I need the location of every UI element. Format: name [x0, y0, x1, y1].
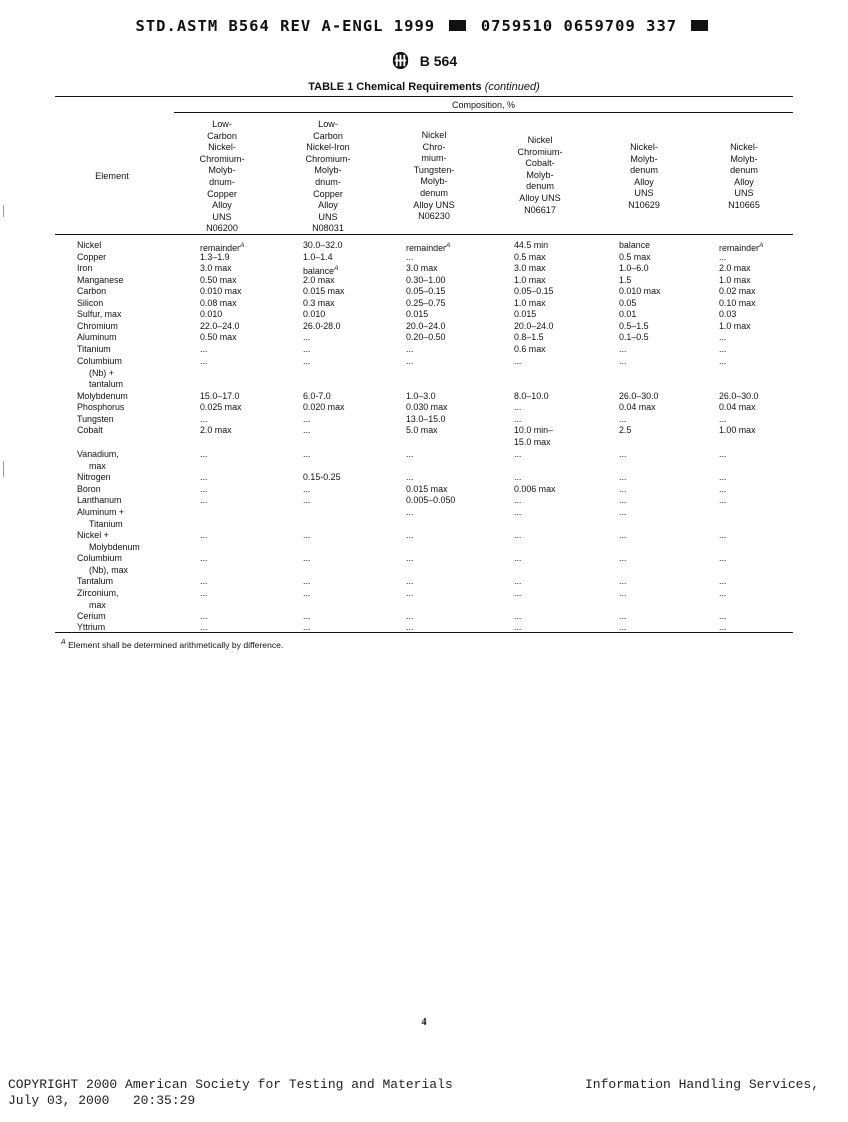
composition-value: 0.05	[619, 298, 637, 308]
composition-value: 0.08 max	[200, 298, 237, 308]
composition-value: ...	[406, 611, 414, 621]
composition-value: 5.0 max	[406, 425, 438, 435]
composition-value: ...	[619, 472, 627, 482]
element-name: Lanthanum	[77, 495, 122, 505]
composition-value: ...	[719, 449, 727, 459]
composition-value: ...	[200, 611, 208, 621]
composition-value: 6.0-7.0	[303, 391, 331, 401]
composition-value: 22.0–24.0	[200, 321, 240, 331]
composition-value: ...	[303, 576, 311, 586]
composition-value: 0.006 max	[514, 484, 556, 494]
composition-value: ...	[200, 414, 208, 424]
composition-value: ...	[200, 530, 208, 540]
composition-value: ...	[303, 495, 311, 505]
composition-value: ...	[303, 414, 311, 424]
composition-value: 0.030 max	[406, 402, 448, 412]
composition-value: 1.0 max	[514, 275, 546, 285]
composition-value: 3.0 max	[406, 263, 438, 273]
composition-value: ...	[406, 472, 414, 482]
composition-value: 0.6 max	[514, 344, 546, 354]
element-name: Columbium (Nb), max	[77, 553, 128, 575]
composition-value: 2.5	[619, 425, 632, 435]
composition-value: ...	[200, 356, 208, 366]
composition-value: ...	[514, 507, 522, 517]
element-name: Iron	[77, 263, 93, 273]
composition-value: ...	[514, 402, 522, 412]
composition-value: ...	[406, 449, 414, 459]
element-name: Aluminum	[77, 332, 117, 342]
composition-value: 0.8–1.5	[514, 332, 544, 342]
element-name: Aluminum + Titanium	[77, 507, 125, 529]
header-bottom-rule	[55, 234, 793, 235]
element-name: Cobalt	[77, 425, 103, 435]
composition-value: 0.010	[303, 309, 326, 319]
composition-value: 0.05–0.15	[406, 286, 446, 296]
composition-value: 44.5 min	[514, 240, 549, 250]
composition-value: 0.015 max	[406, 484, 448, 494]
element-name: Nickel	[77, 240, 102, 250]
composition-value: remainder$^A$	[200, 242, 245, 253]
element-name: Vanadium, max	[77, 449, 119, 471]
composition-value: 20.0–24.0	[406, 321, 446, 331]
composition-value: 0.015 max	[303, 286, 345, 296]
composition-value: 20.0–24.0	[514, 321, 554, 331]
column-header: Nickel Chro- mium- Tungsten- Molyb- denum Alloy UNS N06230	[413, 130, 455, 222]
composition-value: 2.0 max	[303, 275, 335, 285]
composition-value: 0.5 max	[514, 252, 546, 262]
composition-value: ...	[619, 344, 627, 354]
composition-value: ...	[719, 622, 727, 632]
composition-value: 26.0–30.0	[619, 391, 659, 401]
composition-value: ...	[303, 344, 311, 354]
composition-value: 0.30–1.00	[406, 275, 446, 285]
composition-value: ...	[200, 588, 208, 598]
composition-value: ...	[719, 576, 727, 586]
composition-value: ...	[406, 356, 414, 366]
composition-value: ...	[719, 588, 727, 598]
composition-value: ...	[514, 414, 522, 424]
composition-value: ...	[719, 252, 727, 262]
composition-value: 1.00 max	[719, 425, 756, 435]
composition-value: remainder$^A$	[406, 242, 451, 253]
composition-value: ...	[719, 356, 727, 366]
column-header: Nickel Chromium- Cobalt- Molyb- denum Alloy UNS N06617	[517, 135, 563, 215]
composition-value: ...	[303, 553, 311, 563]
document-header-line	[0, 17, 848, 35]
composition-header: Composition, %	[451, 100, 516, 110]
element-name: Boron	[77, 484, 101, 494]
composition-value: ...	[619, 611, 627, 621]
standard-designation-code: STD.ASTM B564 REV A-ENGL 1999	[135, 17, 436, 35]
composition-value: ...	[200, 472, 208, 482]
composition-value: ...	[719, 414, 727, 424]
composition-value: 1.0 max	[719, 321, 751, 331]
composition-value: ...	[514, 622, 522, 632]
composition-value: ...	[719, 484, 727, 494]
composition-value: ...	[719, 332, 727, 342]
composition-value: ...	[514, 576, 522, 586]
column-header: Nickel- Molyb- denum Alloy UNS N10629	[628, 142, 660, 210]
element-name: Chromium	[77, 321, 118, 331]
composition-value: 0.010	[200, 309, 223, 319]
composition-value: 0.15-0.25	[303, 472, 341, 482]
composition-value: ...	[719, 472, 727, 482]
composition-value: ...	[619, 495, 627, 505]
composition-value: ...	[303, 622, 311, 632]
element-column-header: Element	[95, 171, 129, 181]
composition-value: ...	[406, 576, 414, 586]
composition-value: ...	[406, 588, 414, 598]
composition-value: 1.0–1.4	[303, 252, 333, 262]
composition-value: ...	[619, 507, 627, 517]
element-name: Nitrogen	[77, 472, 111, 482]
composition-value: 0.01	[619, 309, 637, 319]
composition-value: 0.10 max	[719, 298, 756, 308]
composition-value: 0.02 max	[719, 286, 756, 296]
composition-value: 26.0–30.0	[719, 391, 759, 401]
composition-value: ...	[514, 356, 522, 366]
composition-value: 2.0 max	[200, 425, 232, 435]
composition-value: 0.015	[406, 309, 429, 319]
composition-value: 0.5–1.5	[619, 321, 649, 331]
composition-value: 30.0–32.0	[303, 240, 343, 250]
composition-value: ...	[303, 449, 311, 459]
element-name: Tungsten	[77, 414, 114, 424]
composition-value: 3.0 max	[200, 263, 232, 273]
composition-value: ...	[406, 507, 414, 517]
element-name: Zirconium, max	[77, 588, 119, 610]
composition-value: ...	[200, 622, 208, 632]
composition-value: ...	[619, 622, 627, 632]
element-name: Phosphorus	[77, 402, 125, 412]
composition-value: 1.5	[619, 275, 632, 285]
element-name: Nickel + Molybdenum	[77, 530, 140, 552]
composition-value: ...	[619, 553, 627, 563]
composition-value: 13.0–15.0	[406, 414, 446, 424]
composition-value: ...	[514, 495, 522, 505]
composition-value: ...	[200, 553, 208, 563]
composition-value: ...	[514, 449, 522, 459]
composition-value: ...	[303, 356, 311, 366]
composition-value: ...	[303, 611, 311, 621]
composition-value: 1.0 max	[719, 275, 751, 285]
composition-value: 0.020 max	[303, 402, 345, 412]
composition-value: ...	[200, 495, 208, 505]
black-bar-mark	[449, 20, 466, 31]
element-name: Yttrium	[77, 622, 106, 632]
composition-value: ...	[200, 576, 208, 586]
composition-value: ...	[619, 576, 627, 586]
composition-value: ...	[303, 425, 311, 435]
composition-value: 26.0-28.0	[303, 321, 341, 331]
composition-value: 3.0 max	[514, 263, 546, 273]
black-bar-mark	[691, 20, 708, 31]
composition-value: 0.04 max	[619, 402, 656, 412]
element-name: Tantalum	[77, 576, 114, 586]
composition-value: 0.04 max	[719, 402, 756, 412]
composition-value: ...	[619, 484, 627, 494]
element-name: Manganese	[77, 275, 124, 285]
composition-value: ...	[303, 530, 311, 540]
element-name: Molybdenum	[77, 391, 128, 401]
composition-value: balance$^A$	[303, 265, 339, 276]
composition-value: 0.50 max	[200, 332, 237, 342]
composition-value: ...	[514, 472, 522, 482]
table-footnote: $^A$ Element shall be determined arithmetically by difference.	[61, 639, 284, 650]
composition-value: ...	[406, 252, 414, 262]
composition-value: ...	[406, 530, 414, 540]
composition-value: ...	[200, 344, 208, 354]
barcode-number: 0759510 0659709 337	[480, 17, 678, 35]
composition-value: 0.50 max	[200, 275, 237, 285]
element-name: Columbium (Nb) + tantalum	[77, 356, 124, 389]
composition-value: ...	[200, 484, 208, 494]
composition-value: remainder$^A$	[719, 242, 764, 253]
composition-value: 1.0–6.0	[619, 263, 649, 273]
composition-value: 1.0–3.0	[406, 391, 436, 401]
scan-mark	[3, 461, 4, 477]
composition-value: ...	[719, 495, 727, 505]
composition-value: 0.5 max	[619, 252, 651, 262]
element-name: Titanium	[77, 344, 111, 354]
element-name: Sulfur, max	[77, 309, 122, 319]
composition-value: 0.3 max	[303, 298, 335, 308]
composition-value: ...	[406, 344, 414, 354]
astm-logo-icon	[391, 51, 410, 70]
table-top-rule	[55, 96, 793, 97]
composition-value: 1.0 max	[514, 298, 546, 308]
composition-value: 0.03	[719, 309, 737, 319]
element-name: Carbon	[77, 286, 107, 296]
composition-value: ...	[406, 553, 414, 563]
composition-value: 8.0–10.0	[514, 391, 549, 401]
composition-value: 0.20–0.50	[406, 332, 446, 342]
column-header: Nickel- Molyb- denum Alloy UNS N10665	[728, 142, 760, 210]
composition-value: ...	[619, 356, 627, 366]
composition-value: 1.3–1.9	[200, 252, 230, 262]
composition-value: 2.0 max	[719, 263, 751, 273]
composition-value: ...	[619, 449, 627, 459]
composition-value: ...	[514, 530, 522, 540]
element-name: Silicon	[77, 298, 104, 308]
column-header: Low- Carbon Nickel-Iron Chromium- Molyb- dnum- Copper Alloy UNS N08031	[305, 119, 351, 234]
composition-value: ...	[719, 611, 727, 621]
composition-value: ...	[719, 553, 727, 563]
composition-value: 0.005–0.050	[406, 495, 456, 505]
copyright-footer: COPYRIGHT 2000 American Society for Testing and Materials July 03, 2000 20:35:29	[8, 1077, 453, 1108]
composition-value: 0.1–0.5	[619, 332, 649, 342]
composition-value: ...	[514, 611, 522, 621]
table-title: TABLE 1 Chemical Requirements (continued)	[308, 81, 540, 93]
composition-value: ...	[303, 484, 311, 494]
composition-value: ...	[303, 332, 311, 342]
composition-value: balance	[619, 240, 651, 250]
composition-value: 0.010 max	[200, 286, 242, 296]
composition-value: ...	[719, 344, 727, 354]
composition-value: ...	[303, 588, 311, 598]
composition-value: 0.25–0.75	[406, 298, 446, 308]
composition-value: ...	[619, 530, 627, 540]
distributor-footer: Information Handling Services,	[585, 1077, 820, 1092]
element-name: Cerium	[77, 611, 106, 621]
composition-value: 15.0–17.0	[200, 391, 240, 401]
composition-rule	[174, 112, 793, 113]
composition-value: 0.010 max	[619, 286, 661, 296]
composition-value: ...	[619, 588, 627, 598]
composition-value: ...	[514, 553, 522, 563]
composition-value: 0.05–0.15	[514, 286, 554, 296]
composition-value: 0.015	[514, 309, 537, 319]
designation-number: B 564	[419, 53, 458, 69]
composition-value: ...	[200, 449, 208, 459]
designation-heading	[0, 51, 848, 70]
composition-value: 0.025 max	[200, 402, 242, 412]
composition-value: 10.0 min– 15.0 max	[514, 425, 553, 447]
table-bottom-rule	[55, 632, 793, 633]
composition-value: ...	[719, 530, 727, 540]
scan-mark	[3, 205, 4, 217]
page-number: 4	[421, 1017, 427, 1028]
composition-value: ...	[619, 414, 627, 424]
column-header: Low- Carbon Nickel- Chromium- Molyb- dnum- Copper Alloy UNS N06200	[199, 119, 245, 234]
element-name: Copper	[77, 252, 107, 262]
composition-value: ...	[514, 588, 522, 598]
composition-value: ...	[406, 622, 414, 632]
